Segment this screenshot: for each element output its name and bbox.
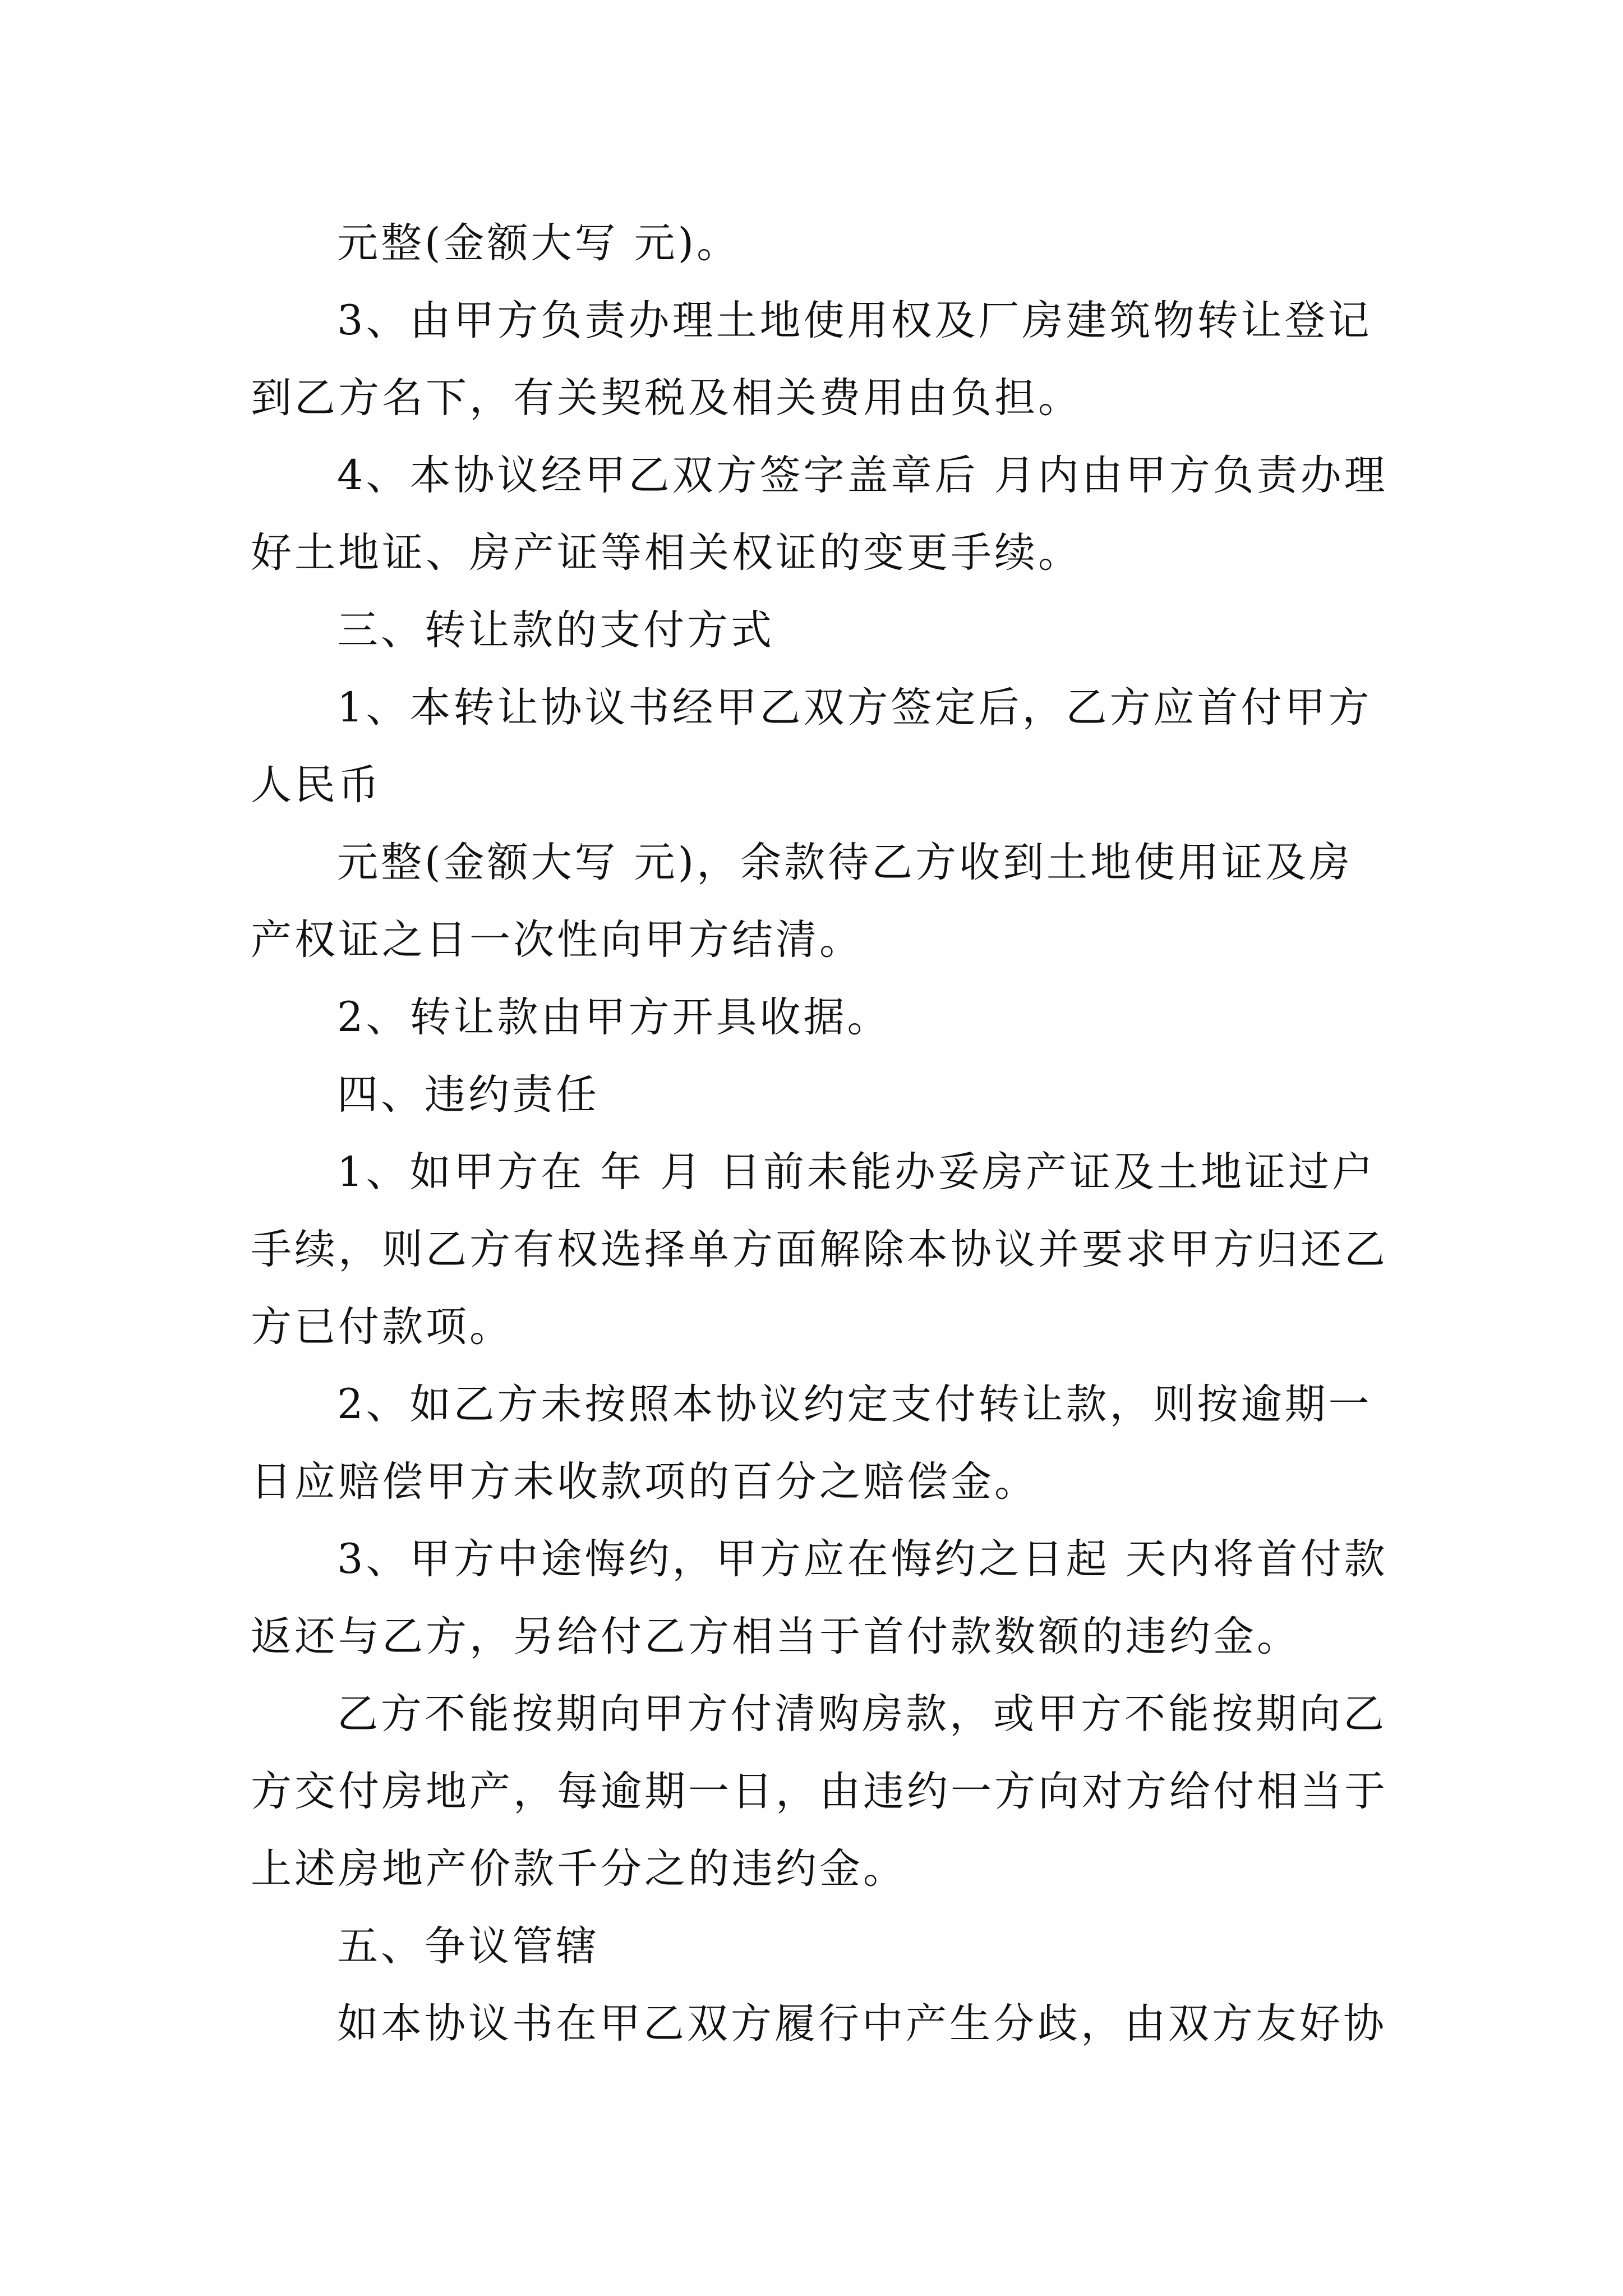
text-line: 乙方不能按期向甲方付清购房款，或甲方不能按期向乙 (337, 1690, 1387, 1738)
text-line: 产权证之日一次性向甲方结清。 (251, 916, 863, 964)
document-body (251, 205, 1428, 2063)
text-line: 到乙方名下，有关契税及相关费用由负担。 (251, 374, 1082, 422)
text-line: 4、本协议经甲乙双方签字盖章后 月内由甲方负责办理 (337, 452, 1388, 499)
text-line: 日应赔偿甲方未收款项的百分之赔偿金。 (251, 1458, 1038, 1506)
text-line: 1、如甲方在 年 月 日前未能办妥房产证及土地证过户 (337, 1148, 1376, 1196)
text-line: 返还与乙方，另给付乙方相当于首付款数额的违约金。 (251, 1613, 1301, 1660)
text-line: 2、如乙方未按照本协议约定支付转让款，则按逾期一 (337, 1381, 1372, 1428)
text-line: 如本协议书在甲乙双方履行中产生分歧，由双方友好协 (337, 2000, 1387, 2047)
text-line: 3、甲方中途悔约，甲方应在悔约之日起 天内将首付款 (337, 1535, 1388, 1583)
text-line: 2、转让款由甲方开具收据。 (337, 993, 891, 1041)
text-line: 手续，则乙方有权选择单方面解除本协议并要求甲方归还乙 (251, 1226, 1388, 1273)
text-line: 方已付款项。 (251, 1303, 513, 1351)
text-line: 元整(金额大写 元)，余款待乙方收到土地使用证及房 (337, 839, 1353, 886)
section-heading: 四、违约责任 (337, 1071, 600, 1119)
section-heading: 三、转让款的支付方式 (337, 606, 774, 654)
text-line: 方交付房地产，每逾期一日，由违约一方向对方给付相当于 (251, 1768, 1388, 1815)
text-line: 人民币 (251, 761, 382, 809)
text-line: 1、本转让协议书经甲乙双方签定后，乙方应首付甲方 (337, 684, 1372, 731)
text-line: 3、由甲方负责办理土地使用权及厂房建筑物转让登记 (337, 297, 1372, 344)
text-line: 好土地证、房产证等相关权证的变更手续。 (251, 529, 1082, 577)
section-heading: 五、争议管辖 (337, 1922, 600, 1970)
text-line: 上述房地产价款千分之的违约金。 (251, 1845, 907, 1893)
text-line: 元整(金额大写 元)。 (337, 219, 741, 267)
